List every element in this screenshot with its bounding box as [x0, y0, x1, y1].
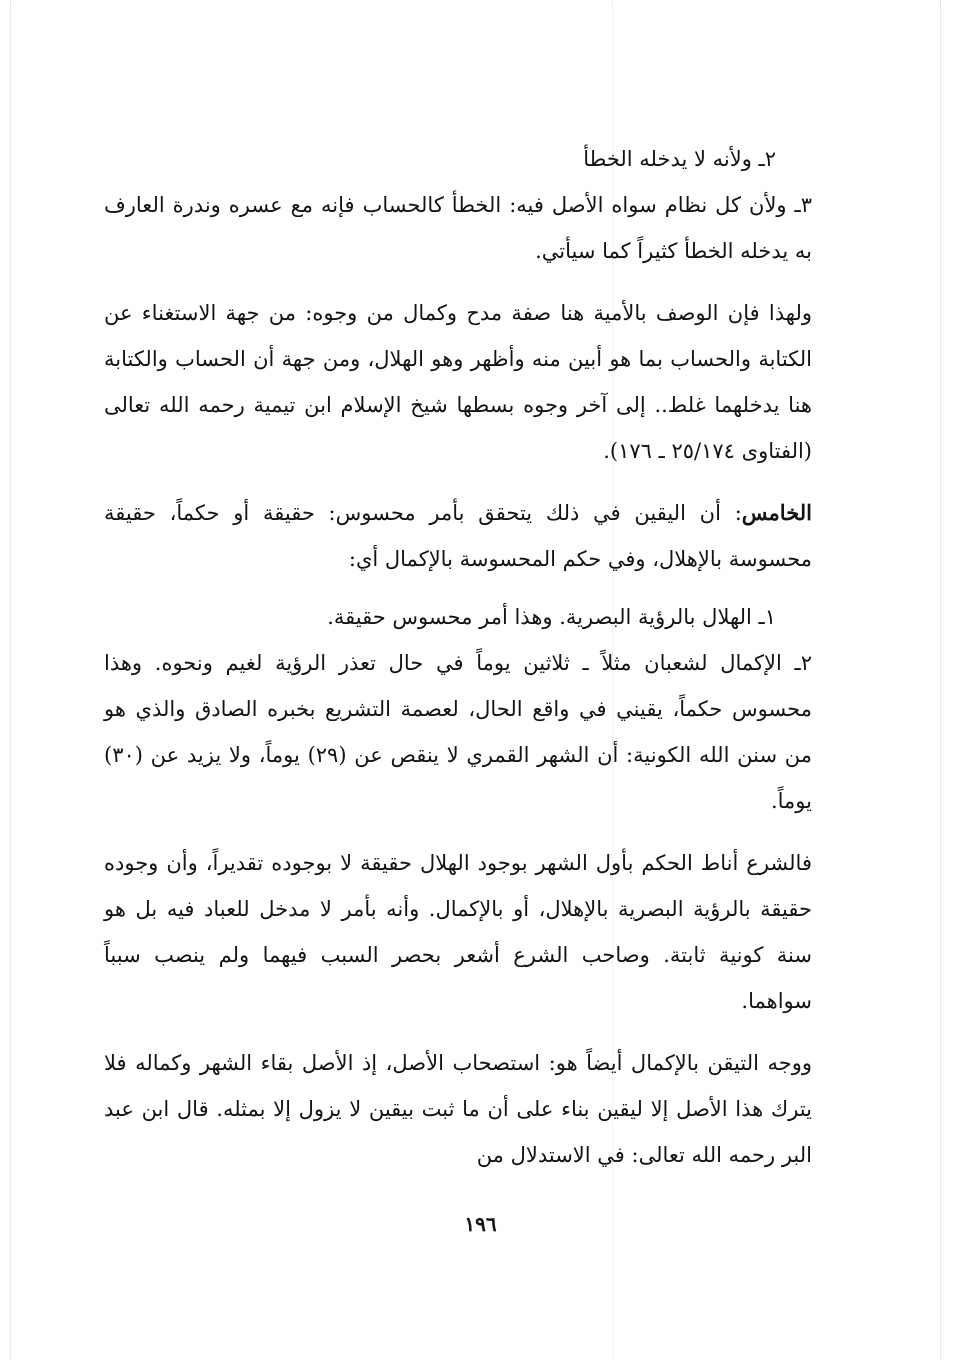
body-text — [104, 136, 812, 1178]
list-item-2: ٢ـ ولأنه لا يدخله الخطأ — [583, 147, 776, 171]
paragraph-illiteracy: ولهذا فإن الوصف بالأمية هنا صفة مدح وكمال من وجوه: من جهة الاستغناء عن الكتابة والحساب بما هو أبين منه وأظهر وهو الهلال، ومن جهة أن الحساب والكتابة هنا يدخلهما غلط.. إلى آخر وجوه بسطها شيخ الإسلام ابن تيمية رحمه الله تعالى (الفتاوى ٢٥/١٧٤ ـ ١٧٦). — [104, 301, 812, 463]
paragraph-fifth-lead: الخامس — [741, 500, 812, 525]
page-number: ١٩٦ — [464, 1212, 497, 1236]
scan-guide-left — [10, 0, 11, 1360]
scan-guide-right — [940, 0, 941, 1360]
list-item-3: ٣ـ ولأن كل نظام سواه الأصل فيه: الخطأ كالحساب فإنه مع عسره وندرة العارف به يدخله الخطأ كثيراً كما سيأتي. — [104, 193, 812, 263]
paragraph-certainty: ووجه التيقن بالإكمال أيضاً هو: استصحاب الأصل، إذ الأصل بقاء الشهر وكماله فلا يترك هذا الأصل إلا ليقين بناء على أن ما ثبت بيقين لا يزول إلا بمثله. قال ابن عبد البر رحمه الله تعالى: في الاستدلال من — [104, 1051, 812, 1167]
paragraph-fifth-body: : أن اليقين في ذلك يتحقق بأمر محسوس: حقيقة أو حكماً، حقيقة محسوسة بالإهلال، وفي حكم المحسوسة بالإكمال أي: — [104, 501, 812, 571]
list-item-sighting: ١ـ الهلال بالرؤية البصرية. وهذا أمر محسوس حقيقة. — [327, 605, 776, 629]
list-item-completion: ٢ـ الإكمال لشعبان مثلاً ـ ثلاثين يوماً في حال تعذر الرؤية لغيم ونحوه. وهذا محسوس حكماً، يقيني في واقع الحال، لعصمة التشريع بخبره الصادق والذي هو من سنن الله الكونية: أن الشهر القمري لا ينقص عن (٢٩) يوماً، ولا يزيد عن (٣٠) يوماً. — [104, 651, 812, 813]
paragraph-sharia: فالشرع أناط الحكم بأول الشهر بوجود الهلال حقيقة لا بوجوده تقديراً، وأن وجوده حقيقة بالرؤية البصرية بالإهلال، أو بالإكمال. وأنه بأمر لا مدخل للعباد فيه بل هو سنة كونية ثابتة. وصاحب الشرع أشعر بحصر السبب فيهما ولم ينصب سبباً سواهما. — [104, 851, 812, 1013]
paragraph-fifth — [104, 490, 812, 582]
